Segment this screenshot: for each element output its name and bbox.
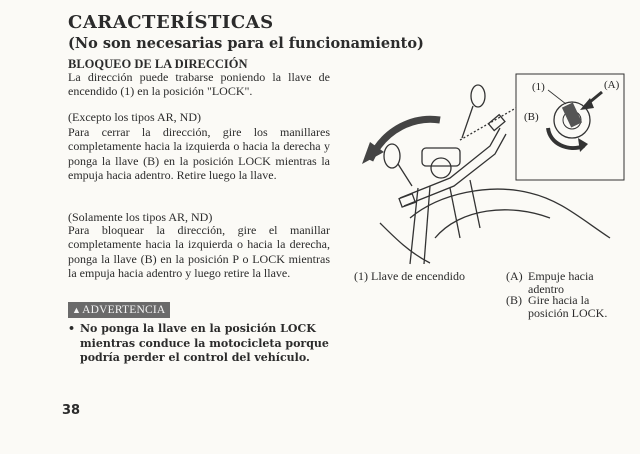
warning-badge-label: ADVERTENCIA bbox=[82, 304, 166, 316]
warning-text-block bbox=[68, 322, 338, 366]
warning-bullet: • bbox=[68, 322, 76, 335]
case1-paragraph: Para cerrar la dirección, gire los manillares completamente hacia la izquierda o hacia la derecha y ponga la llave (B) en la posición LOCK mientras la empuja hacia adentro. Retire luego la llave. bbox=[68, 125, 330, 182]
warning-triangle-icon: ▲ bbox=[72, 305, 82, 315]
warning-badge bbox=[68, 302, 170, 318]
page-subtitle: (No son necesarias para el funcionamiento) bbox=[68, 35, 424, 52]
case1-label: (Excepto los tipos AR, ND) bbox=[68, 110, 201, 124]
intro-paragraph: La dirección puede trabarse poniendo la llave de encendido (1) en la posición "LOCK". bbox=[68, 70, 330, 99]
steering-lock-illustration bbox=[340, 68, 630, 268]
ignition-inset bbox=[516, 74, 624, 180]
section-heading: BLOQUEO DE LA DIRECCIÓN bbox=[68, 57, 248, 71]
page-title: CARACTERÍSTICAS bbox=[68, 12, 274, 33]
case2-label: (Solamente los tipos AR, ND) bbox=[68, 210, 213, 224]
caption-item-a: Empuje hacia adentro bbox=[528, 269, 594, 296]
page-number: 38 bbox=[62, 403, 81, 418]
caption-item-b: Gire hacia la posición LOCK. bbox=[528, 293, 608, 320]
figure-label-a: (A) bbox=[604, 79, 620, 91]
caption-item-1: (1) Llave de encendido bbox=[354, 269, 465, 283]
figure-label-b: (B) bbox=[524, 111, 539, 123]
caption-key-a: (A) bbox=[506, 269, 523, 283]
caption-key-b: (B) bbox=[506, 293, 522, 307]
case2-paragraph: Para bloquear la dirección, gire el manillar completamente hacia la izquierda o hacia la derecha, ponga la llave (B) en la posición P o LOCK mientras la empuja hacia adentro y luego retire la llave. bbox=[68, 223, 330, 280]
warning-text: No ponga la llave en la posición LOCK mientras conduce la motocicleta porque podría perder el control del vehículo. bbox=[80, 322, 329, 364]
figure-label-1: (1) bbox=[532, 81, 545, 93]
